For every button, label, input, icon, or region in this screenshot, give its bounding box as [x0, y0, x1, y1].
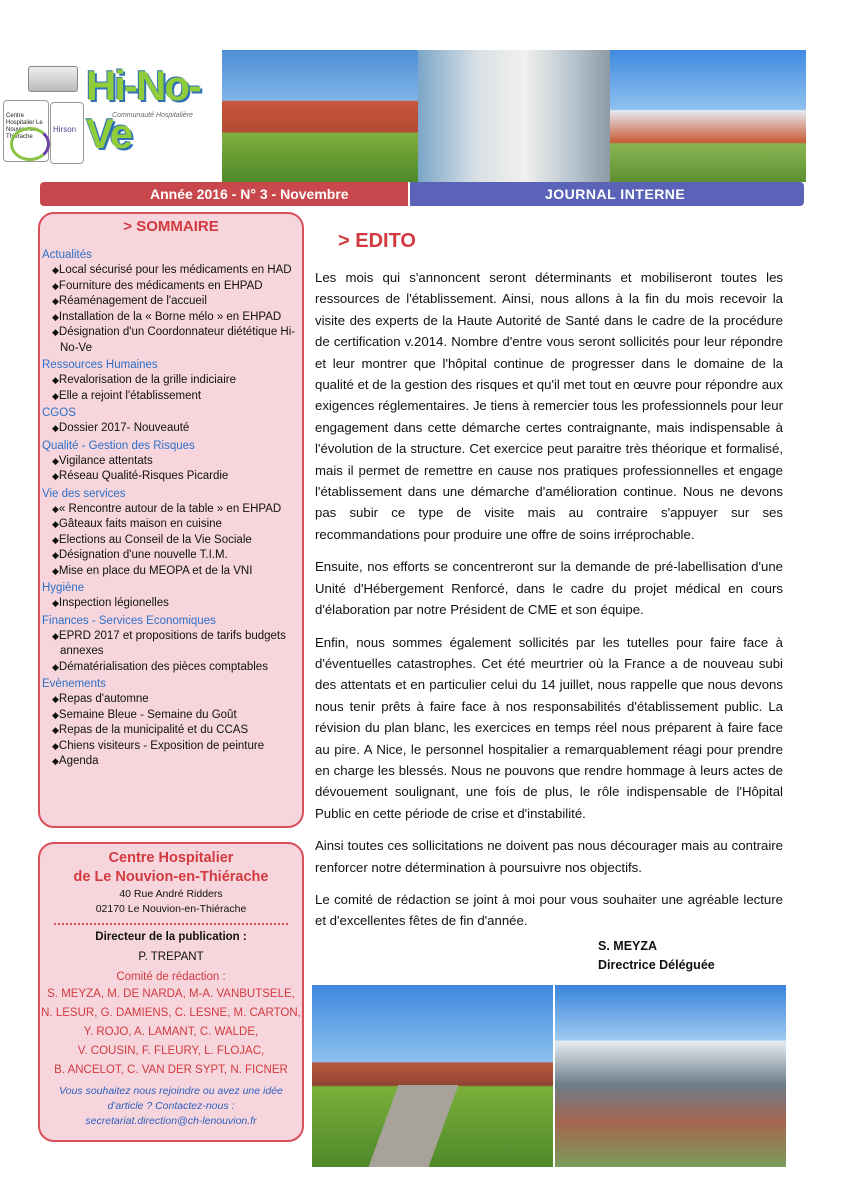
comite-member-line: S. MEYZA, M. DE NARDA, M-A. VANBUTSELE, — [47, 988, 295, 1000]
sommaire-section-heading: Evènements — [42, 678, 106, 690]
logo-title: Hi-No-Ve — [86, 62, 200, 157]
sommaire-item: ◆ Inspection légionelles — [48, 596, 302, 612]
sommaire-item: ◆ Chiens visiteurs - Exposition de peinture — [48, 739, 302, 755]
garden-path — [366, 1085, 459, 1167]
signature-name: S. MEYZA — [598, 939, 658, 953]
sommaire-item: ◆ Mise en place du MEOPA et de la VNI — [48, 564, 302, 580]
contact-email[interactable]: secretariat.direction@ch-lenouvion.fr — [85, 1115, 257, 1127]
sommaire-item: ◆ Fourniture des médicaments en EHPAD — [48, 279, 302, 295]
edito-body — [315, 267, 783, 943]
comite-member-line: B. ANCELOT, C. VAN DER SYPT, N. FICNER — [54, 1064, 288, 1076]
centre-hospitalier-logo-text: Centre Hospitalier Le Nouvion en Thiérache — [6, 113, 43, 140]
cta-line1: Vous souhaitez nous rejoindre ou avez une idée — [59, 1085, 283, 1097]
cta-line2: d'article ? Contactez-nous : — [107, 1100, 235, 1112]
edito-paragraph: Enfin, nous sommes également sollicités par les tutelles pour faire face à d'éventuelles catastrophes. Cet été meurtrier où la France a de nouveau subi des attentats et en particulier celui du 14 juillet, nous rappelle que nous devons nous tenir prêts à faire face à nos responsabilités d'établissement public. La révision du plan blanc, les exercices en temps réel nous préparent à faire face au pire. A Nice, le personnel hospitalier a remarquablement réagi pour prendre en charge les blessés. Nous ne pouvons que rendre hommage à leurs actes de dévouement soulignant, une fois de plus, le rôle indispensable de l'Hôpital Public en cette période de crise et d'instabilité. — [315, 634, 783, 821]
hirson-logo-text: Hirson — [53, 125, 77, 134]
sommaire-item: ◆ Repas de la municipalité et du CCAS — [48, 723, 302, 739]
address-line2: 02170 Le Nouvion-en-Thiérache — [95, 903, 247, 915]
sommaire-item: ◆ Agenda — [48, 754, 302, 770]
photo-building-1 — [222, 50, 418, 182]
sommaire-item: ◆ Vigilance attentats — [48, 454, 302, 470]
edito-paragraph: Les mois qui s'annoncent seront déterminants et mobiliseront toutes les ressources de l'établissement. Ainsi, nous allons à la fin du mois recevoir la visite des experts de la Haute Autorité de Santé dans le cadre de la procédure de certification v.2014. Nombre d'entre vous seront sollicités pour leur répondre et leur montrer que l'hôpital continue de progresser dans le domaine de la qualité et de la gestion des risques et qu'il met tout en œuvre pour répondre aux exigences réglementaires. Je tiens à remercier tous les professionnels pour leur engagement dans cette démarche certes contraignante, mais indispensable à l'évolution de la structure. Cet exercice peut paraitre très théorique et formalisé, mais il permet de remettre en cause nos pratiques professionnelles et engage l'établissement dans une démarche d'amélioration continue. Nous ne devons pas subir ce type de visite mais au contraire s'appuyer sur ses recommandations pour produire une offre de soins irréprochable. — [315, 270, 783, 542]
sommaire-item: ◆ Repas d'automne — [48, 692, 302, 708]
edito-paragraph: Ainsi toutes ces sollicitations ne doivent pas nous décourager mais au contraire renforcer notre détermination à poursuivre nos objectifs. — [315, 838, 783, 875]
sommaire-section-heading: Finances - Services Economiques — [42, 614, 216, 627]
comite-member-line: V. COUSIN, F. FLEURY, L. FLOJAC, — [77, 1045, 265, 1057]
edito-paragraph: Ensuite, nos efforts se concentreront sur la demande de pré-labellisation d'une Unité d'Hébergement Renforcé, dans le cadre du projet médical en cours d'élaboration par notre Président de CME et son équipe. — [315, 559, 783, 618]
sommaire-item: ◆ Elections au Conseil de la Vie Sociale — [48, 533, 302, 549]
photo-garden-path — [312, 985, 553, 1167]
signature — [598, 937, 715, 975]
sommaire-item: ◆ Gâteaux faits maison en cuisine — [48, 517, 302, 533]
sommaire-item: ◆ Désignation d'une nouvelle T.I.M. — [48, 548, 302, 564]
comite-member-line: Y. ROJO, A. LAMANT, C. WALDE, — [83, 1026, 259, 1038]
sommaire-item: ◆ « Rencontre autour de la table » en EHPAD — [48, 502, 302, 518]
sommaire-item: ◆ Dématérialisation des pièces comptables — [48, 660, 302, 676]
sommaire-box — [38, 212, 304, 828]
hospital-name — [40, 849, 302, 887]
address-line1: 40 Rue André Ridders — [119, 888, 223, 900]
contact-box — [38, 842, 304, 1142]
swirl-icon — [10, 127, 50, 161]
sommaire-item: ◆ Réseau Qualité-Risques Picardie — [48, 469, 302, 485]
comite-member-line: N. LESUR, G. DAMIENS, C. LESNE, M. CARTON, — [41, 1007, 301, 1019]
sommaire-title: > SOMMAIRE — [123, 218, 219, 235]
sommaire-item: ◆ Revalorisation de la grille indiciaire — [48, 373, 302, 389]
sommaire-section-heading: CGOS — [42, 407, 76, 419]
sommaire-item: ◆ Réaménagement de l'accueil — [48, 294, 302, 310]
sommaire-section-heading: Vie des services — [42, 487, 126, 500]
centre-hospitalier-logo — [3, 100, 49, 162]
hospital-name-line2: de Le Nouvion-en-Thiérache — [73, 869, 269, 885]
edito-paragraph: Le comité de rédaction se joint à moi pour vous souhaiter une agréable lecture et d'excellentes fêtes de fin d'année. — [315, 891, 783, 929]
hospital-name-line1: Centre Hospitalier — [108, 850, 234, 866]
issue-bar — [40, 182, 408, 206]
logo-subtitle: Communauté Hospitalière — [112, 112, 193, 119]
sommaire-item: ◆ Elle a rejoint l'établissement — [48, 389, 302, 405]
sommaire-item: ◆ Désignation d'un Coordonnateur diététique Hi-No-Ve — [48, 325, 302, 356]
sommaire-item: ◆ Dossier 2017- Nouveauté — [48, 421, 302, 437]
contact-cta — [40, 1084, 302, 1129]
photo-building-entrance — [555, 985, 786, 1167]
signature-role: Directrice Déléguée — [598, 958, 715, 972]
hirson-logo — [50, 102, 84, 164]
journal-bar — [410, 182, 804, 206]
sommaire-item: ◆ Installation de la « Borne mélo » en EHPAD — [48, 310, 302, 326]
sommaire-section-heading: Actualités — [42, 249, 92, 261]
edito-title: > EDITO — [338, 230, 416, 252]
logo-badge — [28, 66, 78, 92]
logo-block — [0, 60, 222, 180]
sommaire-section-heading: Qualité - Gestion des Risques — [42, 439, 195, 452]
comite-label: Comité de rédaction : — [116, 971, 226, 983]
sommaire-section-heading: Hygiène — [42, 582, 85, 594]
photo-building-2 — [610, 50, 806, 182]
sommaire-item: ◆ Semaine Bleue - Semaine du Goût — [48, 708, 302, 724]
sommaire-item: ◆ Local sécurisé pour les médicaments en HAD — [48, 263, 302, 279]
dotted-divider — [54, 923, 288, 925]
journal-label: JOURNAL INTERNE — [545, 186, 686, 202]
sommaire-list — [40, 246, 302, 770]
director-label: Directeur de la publication : — [95, 931, 247, 943]
issue-line: Année 2016 - N° 3 - Novembre — [150, 186, 349, 202]
photo-hall-interior — [418, 50, 610, 182]
hospital-address — [40, 887, 302, 917]
sommaire-section-heading: Ressources Humaines — [42, 359, 158, 371]
director-name: P. TREPANT — [138, 951, 204, 963]
comite-members — [40, 985, 302, 1080]
sommaire-item: ◆ EPRD 2017 et propositions de tarifs budgets annexes — [48, 629, 302, 660]
